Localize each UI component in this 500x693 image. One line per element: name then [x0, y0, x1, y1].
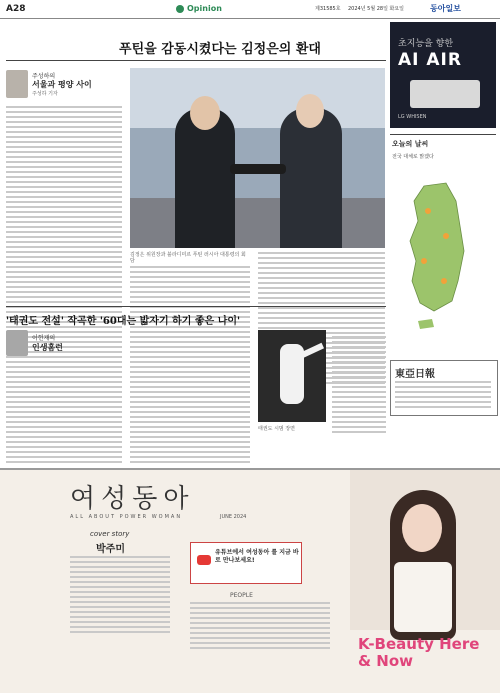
author-photo — [6, 70, 28, 98]
column-kicker-2: 이헌재의 — [32, 335, 56, 342]
weather-map — [394, 181, 492, 341]
magazine-subtitle: ALL ABOUT POWER WOMAN — [70, 514, 183, 520]
magazine-ad[interactable] — [0, 468, 500, 693]
person-right — [280, 108, 342, 248]
paper-name: 동아일보 — [430, 3, 461, 13]
magazine-logo: 여성동아 — [70, 484, 195, 514]
byline: 주성하 기자 — [32, 91, 58, 97]
kbeauty-text: K-Beauty Here & Now — [358, 635, 480, 670]
dongailbo-title: 東亞日報 — [395, 369, 435, 380]
column-header-1 — [6, 68, 122, 100]
column-title-2: 인생홈런 — [32, 343, 63, 352]
headline-1: 푸틴을 감동시켰다는 김정은의 환대 — [119, 42, 321, 57]
cover-name: 박주미 — [96, 544, 125, 555]
photo-caption-2: 태권도 시범 장면 — [258, 426, 295, 432]
weather-title: 오늘의 날씨 — [392, 140, 429, 148]
youtube-banner[interactable] — [190, 542, 302, 584]
cover-story-label: cover story — [90, 530, 130, 538]
people-text — [190, 602, 330, 652]
youtube-icon — [197, 555, 211, 565]
date: 2024년 5월 28일 화요일 — [348, 6, 405, 12]
page-number: A28 — [6, 4, 26, 14]
column-header-2 — [6, 330, 122, 360]
body-text-a2-col1 — [6, 366, 122, 466]
photo-caption-1: 김정은 위원장과 블라디미르 푸틴 러시아 대통령의 회담 — [130, 252, 246, 264]
body-text-a2-col3 — [332, 336, 386, 436]
news-photo — [130, 68, 385, 248]
dongailbo-box — [390, 360, 498, 416]
weather-box — [390, 134, 496, 355]
section-label: Opinion — [187, 4, 222, 13]
headline-2: '태권도 전설' 작곡한 '60대는 밟자기 하기 좋은 나이' — [6, 316, 241, 327]
magazine-issue: JUNE 2024 — [220, 514, 247, 520]
section-logo-icon — [176, 5, 184, 13]
people-label: PEOPLE — [230, 592, 253, 599]
rule-2 — [6, 306, 386, 307]
column-title: 서울과 평양 사이 — [32, 80, 92, 89]
cover-model-photo — [350, 470, 500, 630]
ad-brand: LG WHISEN — [398, 114, 427, 120]
ad-tagline: 초지능을 향한 — [398, 39, 454, 49]
cover-text — [70, 556, 170, 636]
taekwondo-photo — [258, 330, 326, 422]
column-kicker: 주성하의 — [32, 73, 56, 80]
rule-1 — [6, 60, 386, 61]
weather-subtitle: 전국 대체로 맑겠다 — [392, 154, 434, 160]
author-photo-2 — [6, 330, 28, 356]
issue-info: 제31585호 — [315, 6, 341, 12]
lg-ad[interactable] — [390, 22, 496, 128]
masthead — [0, 0, 500, 19]
body-text-a2-col2 — [130, 336, 250, 466]
ad-product: AI AIR — [398, 50, 462, 70]
youtube-text: 유튜브에서 여성동아 를 지금 바로 만나보세요! — [215, 549, 299, 564]
